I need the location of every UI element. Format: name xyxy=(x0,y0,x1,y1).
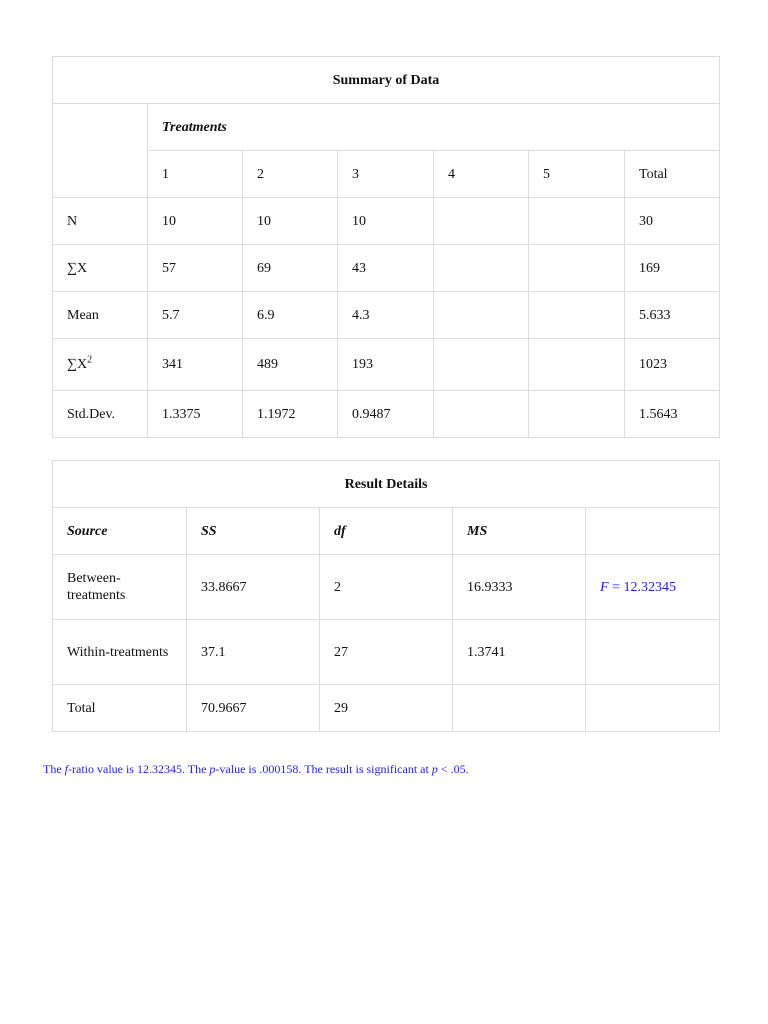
table-row xyxy=(53,555,720,620)
table-row xyxy=(53,198,720,245)
f-value-cell xyxy=(586,620,720,685)
conclusion-part: -ratio value is 12.32345. The xyxy=(68,762,210,776)
conclusion-text xyxy=(43,762,469,777)
cell: 69 xyxy=(243,245,338,292)
header-source: Source xyxy=(53,508,187,555)
cell: 1.1972 xyxy=(243,391,338,438)
cell xyxy=(434,292,529,339)
ss-cell: 37.1 xyxy=(187,620,320,685)
source-cell: Within-treatments xyxy=(53,620,187,685)
p-symbol: p xyxy=(431,762,438,776)
cell: 10 xyxy=(243,198,338,245)
result-header-row xyxy=(53,508,720,555)
result-details-table xyxy=(52,460,720,732)
table-row xyxy=(53,245,720,292)
cell: 193 xyxy=(338,339,434,391)
table-row xyxy=(53,391,720,438)
conclusion-part: < .05. xyxy=(437,762,469,776)
ms-cell: 16.9333 xyxy=(453,555,586,620)
ss-cell: 33.8667 xyxy=(187,555,320,620)
cell: 341 xyxy=(148,339,243,391)
header-f xyxy=(586,508,720,555)
cell xyxy=(529,292,625,339)
cell: 43 xyxy=(338,245,434,292)
source-cell: Total xyxy=(53,685,187,732)
ss-cell: 70.9667 xyxy=(187,685,320,732)
treatments-label: Treatments xyxy=(148,104,720,151)
cell: 1.3375 xyxy=(148,391,243,438)
column-header: Total xyxy=(625,151,720,198)
df-cell: 29 xyxy=(320,685,453,732)
cell xyxy=(529,391,625,438)
cell: 169 xyxy=(625,245,720,292)
header-ss: SS xyxy=(187,508,320,555)
cell: 6.9 xyxy=(243,292,338,339)
column-header: 4 xyxy=(434,151,529,198)
column-header: 5 xyxy=(529,151,625,198)
header-ms: MS xyxy=(453,508,586,555)
cell: 10 xyxy=(338,198,434,245)
conclusion-part: The xyxy=(43,762,65,776)
f-value-cell xyxy=(586,555,720,620)
p-symbol: p xyxy=(209,762,216,776)
cell: 1.5643 xyxy=(625,391,720,438)
result-title: Result Details xyxy=(53,461,720,508)
df-cell: 2 xyxy=(320,555,453,620)
ms-cell xyxy=(453,685,586,732)
f-value: = 12.32345 xyxy=(608,579,676,595)
table-row xyxy=(53,292,720,339)
row-label xyxy=(53,339,148,391)
row-label-superscript: 2 xyxy=(87,354,93,366)
cell xyxy=(529,245,625,292)
column-header: 1 xyxy=(148,151,243,198)
cell: 30 xyxy=(625,198,720,245)
summary-title: Summary of Data xyxy=(53,57,720,104)
row-label: Std.Dev. xyxy=(53,391,148,438)
cell: 5.7 xyxy=(148,292,243,339)
row-label: Mean xyxy=(53,292,148,339)
row-label: ∑X xyxy=(53,245,148,292)
header-df: df xyxy=(320,508,453,555)
source-cell: Between-treatments xyxy=(53,555,187,620)
cell: 0.9487 xyxy=(338,391,434,438)
table-row xyxy=(53,685,720,732)
df-cell: 27 xyxy=(320,620,453,685)
ms-cell: 1.3741 xyxy=(453,620,586,685)
table-row xyxy=(53,339,720,391)
treatment-columns-row xyxy=(53,151,720,198)
cell: 57 xyxy=(148,245,243,292)
cell xyxy=(434,245,529,292)
cell: 10 xyxy=(148,198,243,245)
table-row xyxy=(53,620,720,685)
column-header: 3 xyxy=(338,151,434,198)
f-value-cell xyxy=(586,685,720,732)
cell: 4.3 xyxy=(338,292,434,339)
cell xyxy=(529,198,625,245)
row-label-text: ∑X xyxy=(67,357,88,372)
conclusion-part: -value is .000158. The result is significant at xyxy=(215,762,432,776)
cell xyxy=(434,339,529,391)
cell xyxy=(529,339,625,391)
cell: 489 xyxy=(243,339,338,391)
cell: 1023 xyxy=(625,339,720,391)
row-label: N xyxy=(53,198,148,245)
f-symbol: F xyxy=(600,579,609,595)
cell xyxy=(434,391,529,438)
summary-of-data-table xyxy=(52,56,720,438)
f-ratio-symbol: f xyxy=(64,762,68,776)
cell: 5.633 xyxy=(625,292,720,339)
cell xyxy=(434,198,529,245)
column-header: 2 xyxy=(243,151,338,198)
summary-corner-cell xyxy=(53,104,148,198)
